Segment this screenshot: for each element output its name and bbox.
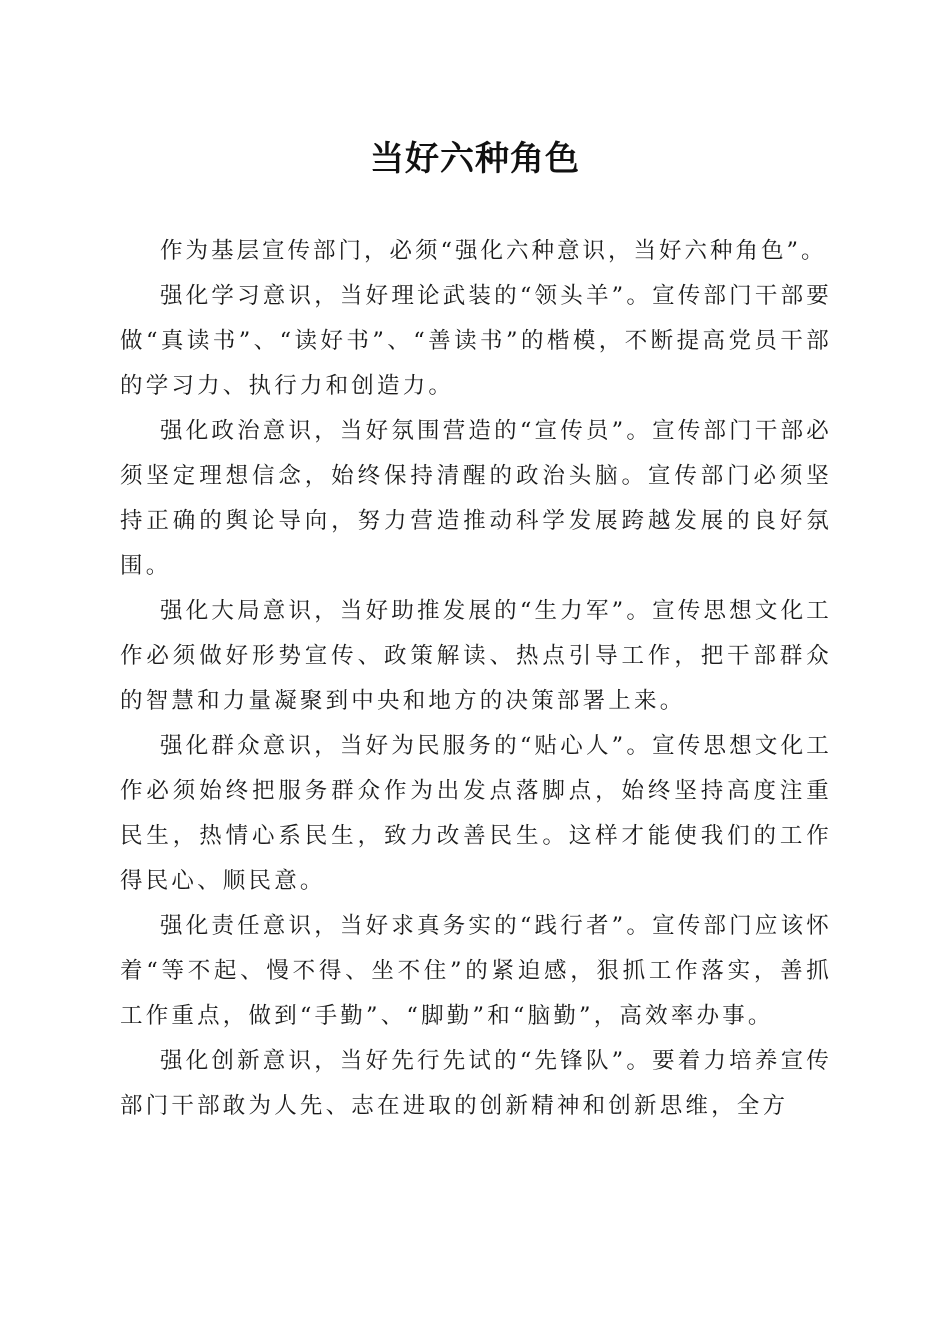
paragraph-learning: 强化学习意识，当好理论武装的“领头羊”。宣传部门干部要做“真读书”、“读好书”、“善读书”的楷模，不断提高党员干部的学习力、执行力和创造力。 <box>120 283 832 399</box>
document-body <box>120 229 832 1129</box>
paragraph-responsibility: 强化责任意识，当好求真务实的“践行者”。宣传部门应该怀着“等不起、慢不得、坐不住”的紧迫感，狠抓工作落实，善抓工作重点，做到“手勤”、“脚勤”和“脑勤”，高效率办事。 <box>120 913 832 1029</box>
paragraph-political: 强化政治意识，当好氛围营造的“宣传员”。宣传部门干部必须坚定理想信念，始终保持清醒的政治头脑。宣传部门必须坚持正确的舆论导向，努力营造推动科学发展跨越发展的良好氛围。 <box>120 418 832 579</box>
paragraph-innovation: 强化创新意识，当好先行先试的“先锋队”。要着力培养宣传部门干部敢为人先、志在进取的创新精神和创新思维，全方 <box>120 1048 832 1119</box>
paragraph-intro: 作为基层宣传部门，必须“强化六种意识，当好六种角色”。 <box>160 238 827 264</box>
document-title: 当好六种角色 <box>370 139 580 179</box>
paragraph-overall: 强化大局意识，当好助推发展的“生力军”。宣传思想文化工作必须做好形势宣传、政策解读、热点引导工作，把干部群众的智慧和力量凝聚到中央和地方的决策部署上来。 <box>120 598 832 714</box>
paragraph-masses: 强化群众意识，当好为民服务的“贴心人”。宣传思想文化工作必须始终把服务群众作为出发点落脚点，始终坚持高度注重民生，热情心系民生，致力改善民生。这样才能使我们的工作得民心、顺民意。 <box>120 733 832 894</box>
